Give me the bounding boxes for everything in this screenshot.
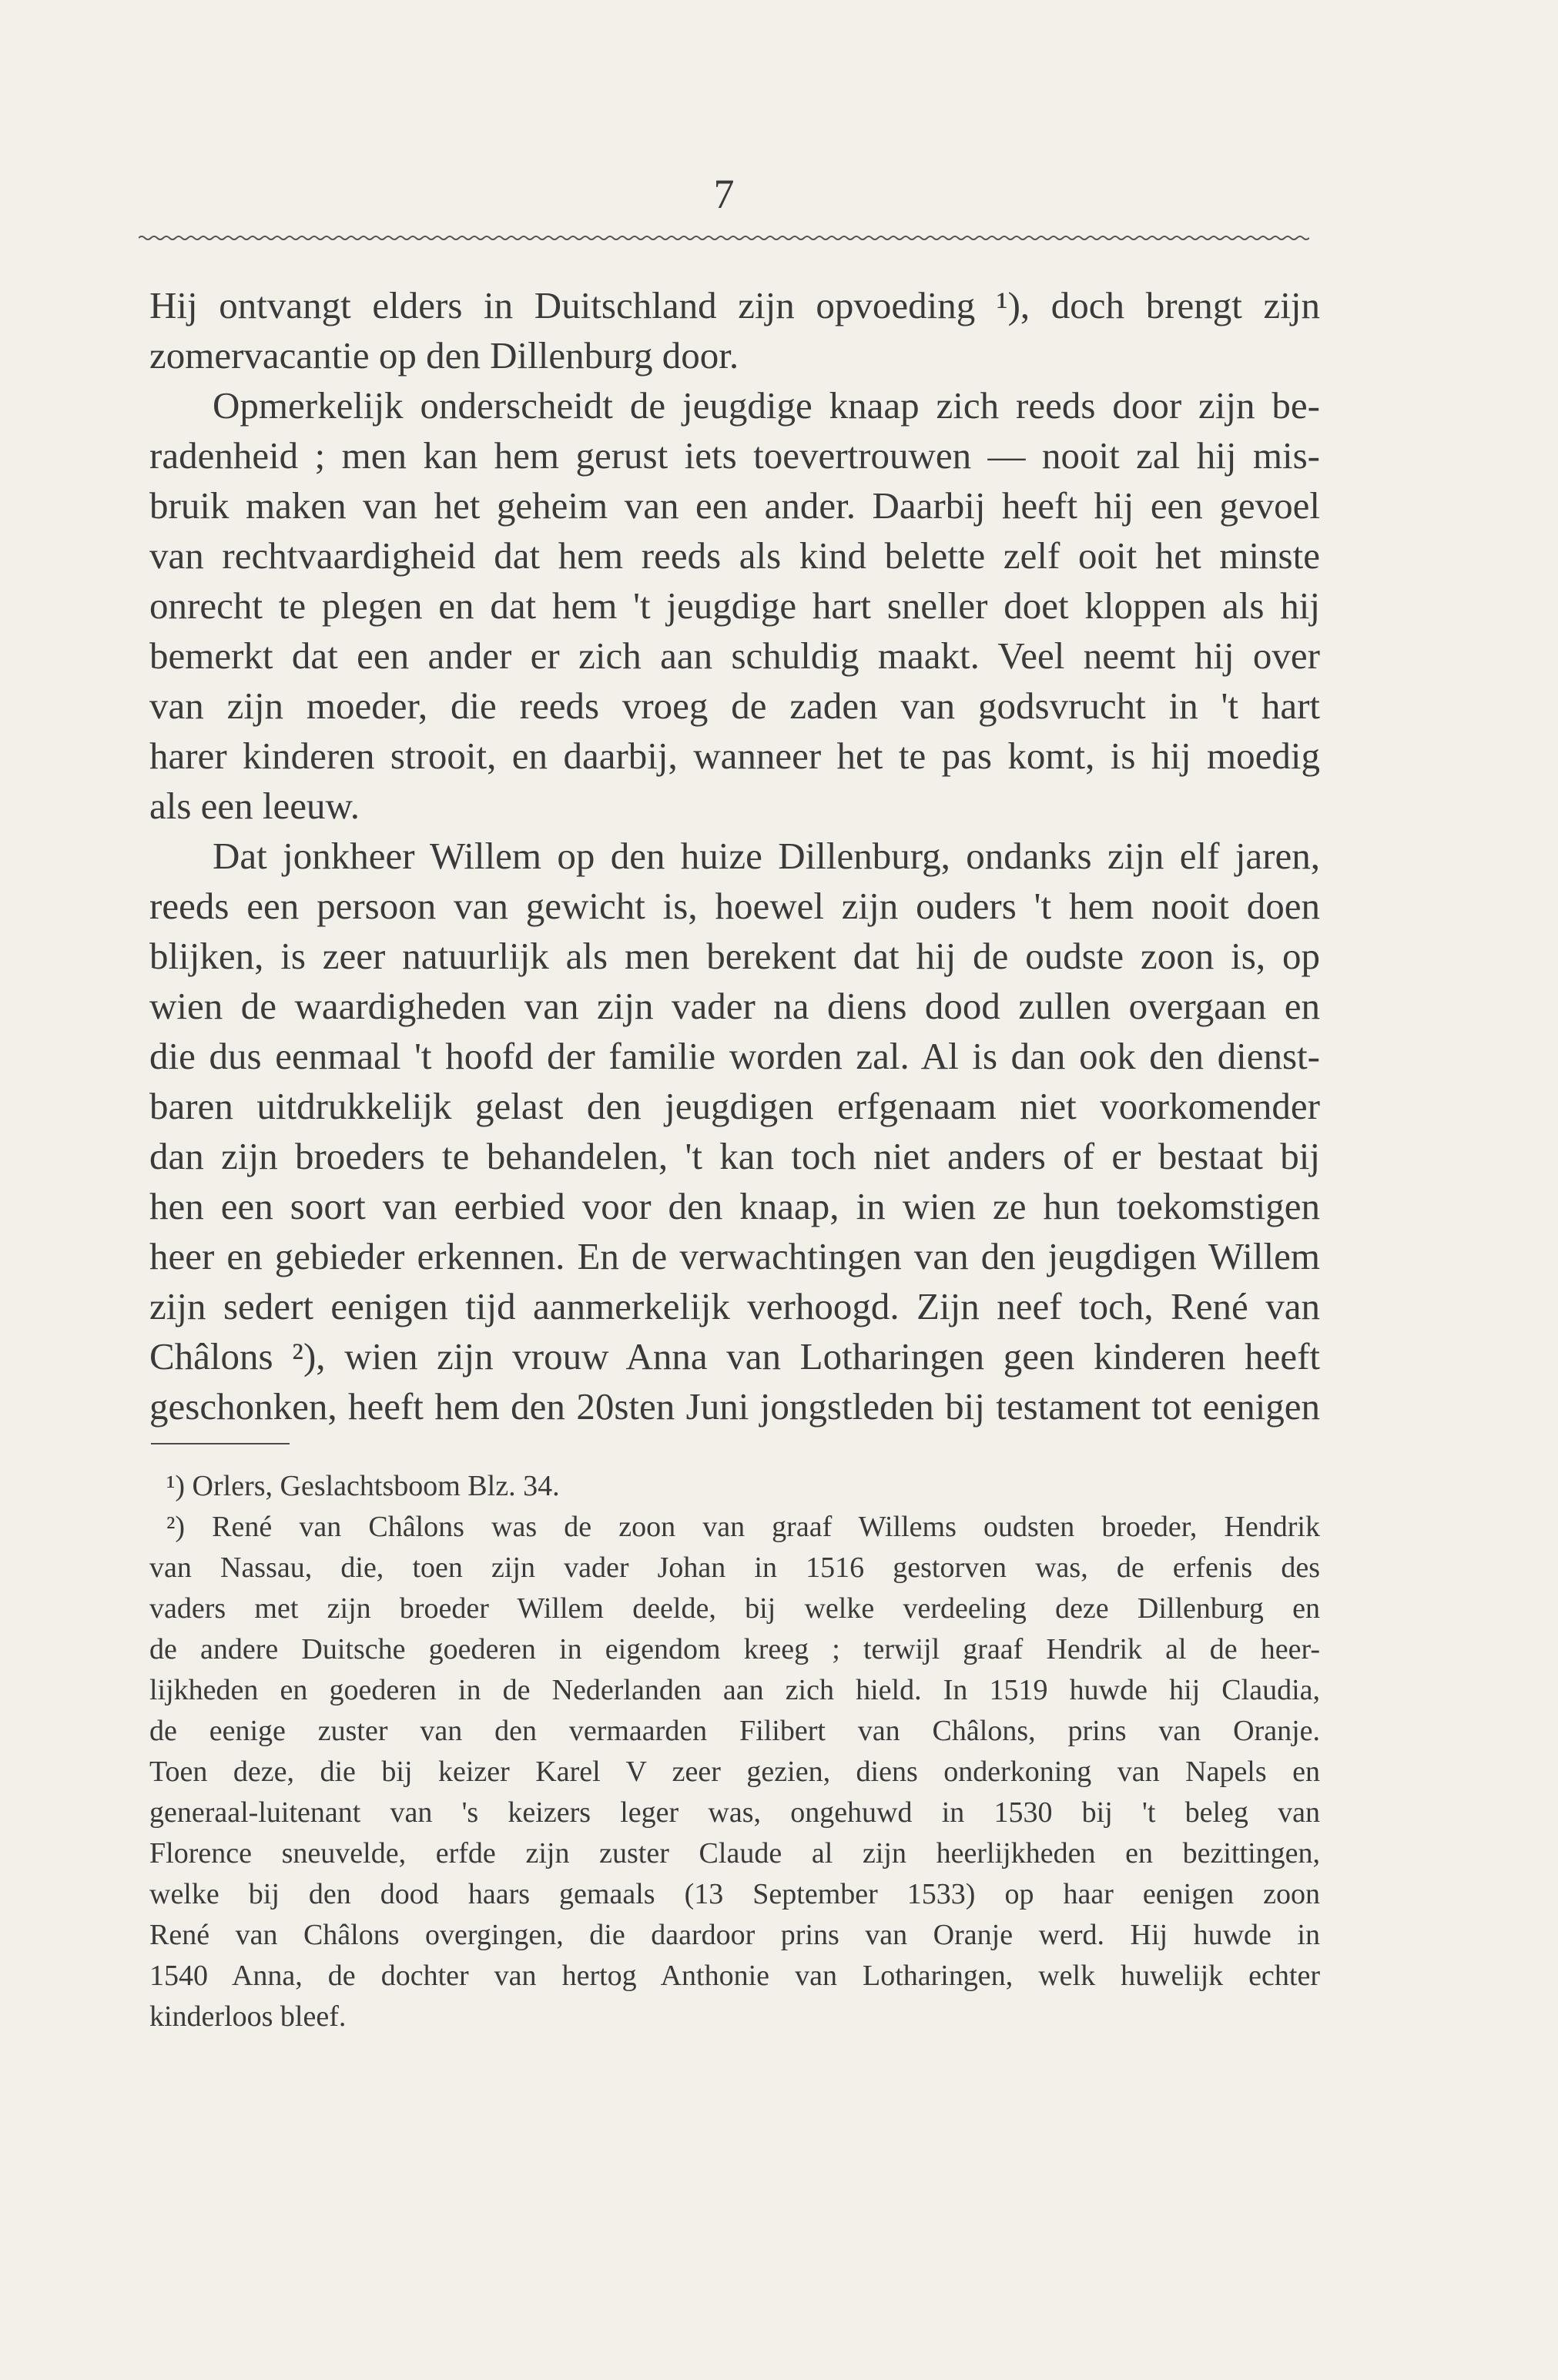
body-line: Opmerkelijk onderscheidt de jeugdige knaap zich reeds door zijn be- [213,384,1320,427]
body-line: als een leeuw. [149,785,360,827]
footnote-2-line: Toen deze, die bij keizer Karel V zeer gezien, diens onderkoning van Napels en [149,1756,1320,1788]
body-line: die dus eenmaal 't hoofd der familie worden zal. Al is dan ook den dienst- [149,1035,1320,1077]
footnote-2-line: van Nassau, die, toen zijn vader Johan in 1516 gestorven was, de erfenis des [149,1552,1320,1584]
body-line: radenheid ; men kan hem gerust iets toevertrouwen — nooit zal hij mis- [149,434,1320,477]
footnote-separator [151,1443,290,1444]
footnote-2-line: generaal-luitenant van 's keizers leger was, ongehuwd in 1530 bij 't beleg van [149,1796,1320,1829]
body-line: Hij ontvangt elders in Duitschland zijn opvoeding ¹), doch brengt zijn [149,284,1320,326]
footnote-2-line: kinderloos bleef. [149,2000,347,2033]
body-text [149,280,1320,1431]
footnote-2-line: de andere Duitsche goederen in eigendom kreeg ; terwijl graaf Hendrik al de heer- [149,1633,1320,1665]
body-line: Châlons ²), wien zijn vrouw Anna van Lotharingen geen kinderen heeft [149,1335,1320,1377]
body-line: dan zijn broeders te behandelen, 't kan toch niet anders of er bestaat bij [149,1135,1320,1177]
body-line: zomervacantie op den Dillenburg door. [149,334,739,377]
body-line: heer en gebieder erkennen. En de verwachtingen van den jeugdigen Willem [149,1235,1320,1277]
body-line: baren uitdrukkelijk gelast den jeugdigen erfgenaam niet voorkomender [149,1085,1320,1127]
body-line: geschonken, heeft hem den 20sten Juni jongstleden bij testament tot eenigen [149,1385,1320,1428]
footnote-2-line: Florence sneuvelde, erfde zijn zuster Claude al zijn heerlijkheden en bezittingen, [149,1837,1320,1870]
footnote-2-line: 1540 Anna, de dochter van hertog Anthonie van Lotharingen, welk huwelijk echter [149,1960,1320,1992]
body-line: wien de waardigheden van zijn vader na diens dood zullen overgaan en [149,985,1320,1027]
body-line: bruik maken van het geheim van een ander. Daarbij heeft hij een gevoel [149,484,1320,527]
body-line: bemerkt dat een ander er zich aan schuldig maakt. Veel neemt hij over [149,634,1320,677]
wavy-ornament-rule [139,233,1309,243]
page-number: 7 [713,171,735,217]
footnote-2-line: vaders met zijn broeder Willem deelde, bij welke verdeeling deze Dillenburg en [149,1592,1320,1625]
body-line: Dat jonkheer Willem op den huize Dillenburg, ondanks zijn elf jaren, [213,835,1320,877]
body-line: harer kinderen strooit, en daarbij, wanneer het te pas komt, is hij moedig [149,735,1320,777]
footnote-2-line: ²) René van Châlons was de zoon van graaf Willems oudsten broeder, Hendrik [166,1511,1320,1543]
footnote-2-line: de eenige zuster van den vermaarden Filibert van Châlons, prins van Oranje. [149,1715,1320,1747]
body-line: van zijn moeder, die reeds vroeg de zaden van godsvrucht in 't hart [149,685,1320,727]
body-line: van rechtvaardigheid dat hem reeds als kind belette zelf ooit het minste [149,534,1320,577]
footnote-2-line: René van Châlons overgingen, die daardoor prins van Oranje werd. Hij huwde in [149,1919,1320,1951]
body-line: hen een soort van eerbied voor den knaap, in wien ze hun toekomstigen [149,1185,1320,1227]
footnotes [149,1466,1320,2037]
footnote-2-line: welke bij den dood haars gemaals (13 September 1533) op haar eenigen zoon [149,1878,1320,1910]
body-line: zijn sedert eenigen tijd aanmerkelijk verhoogd. Zijn neef toch, René van [149,1285,1320,1327]
footnote-1: ¹) Orlers, Geslachtsboom Blz. 34. [166,1470,560,1502]
body-line: reeds een persoon van gewicht is, hoewel zijn ouders 't hem nooit doen [149,885,1320,927]
body-line: blijken, is zeer natuurlijk als men berekent dat hij de oudste zoon is, op [149,935,1320,977]
body-line: onrecht te plegen en dat hem 't jeugdige hart sneller doet kloppen als hij [149,584,1320,627]
footnote-2-line: lijkheden en goederen in de Nederlanden aan zich hield. In 1519 huwde hij Claudia, [149,1674,1320,1706]
